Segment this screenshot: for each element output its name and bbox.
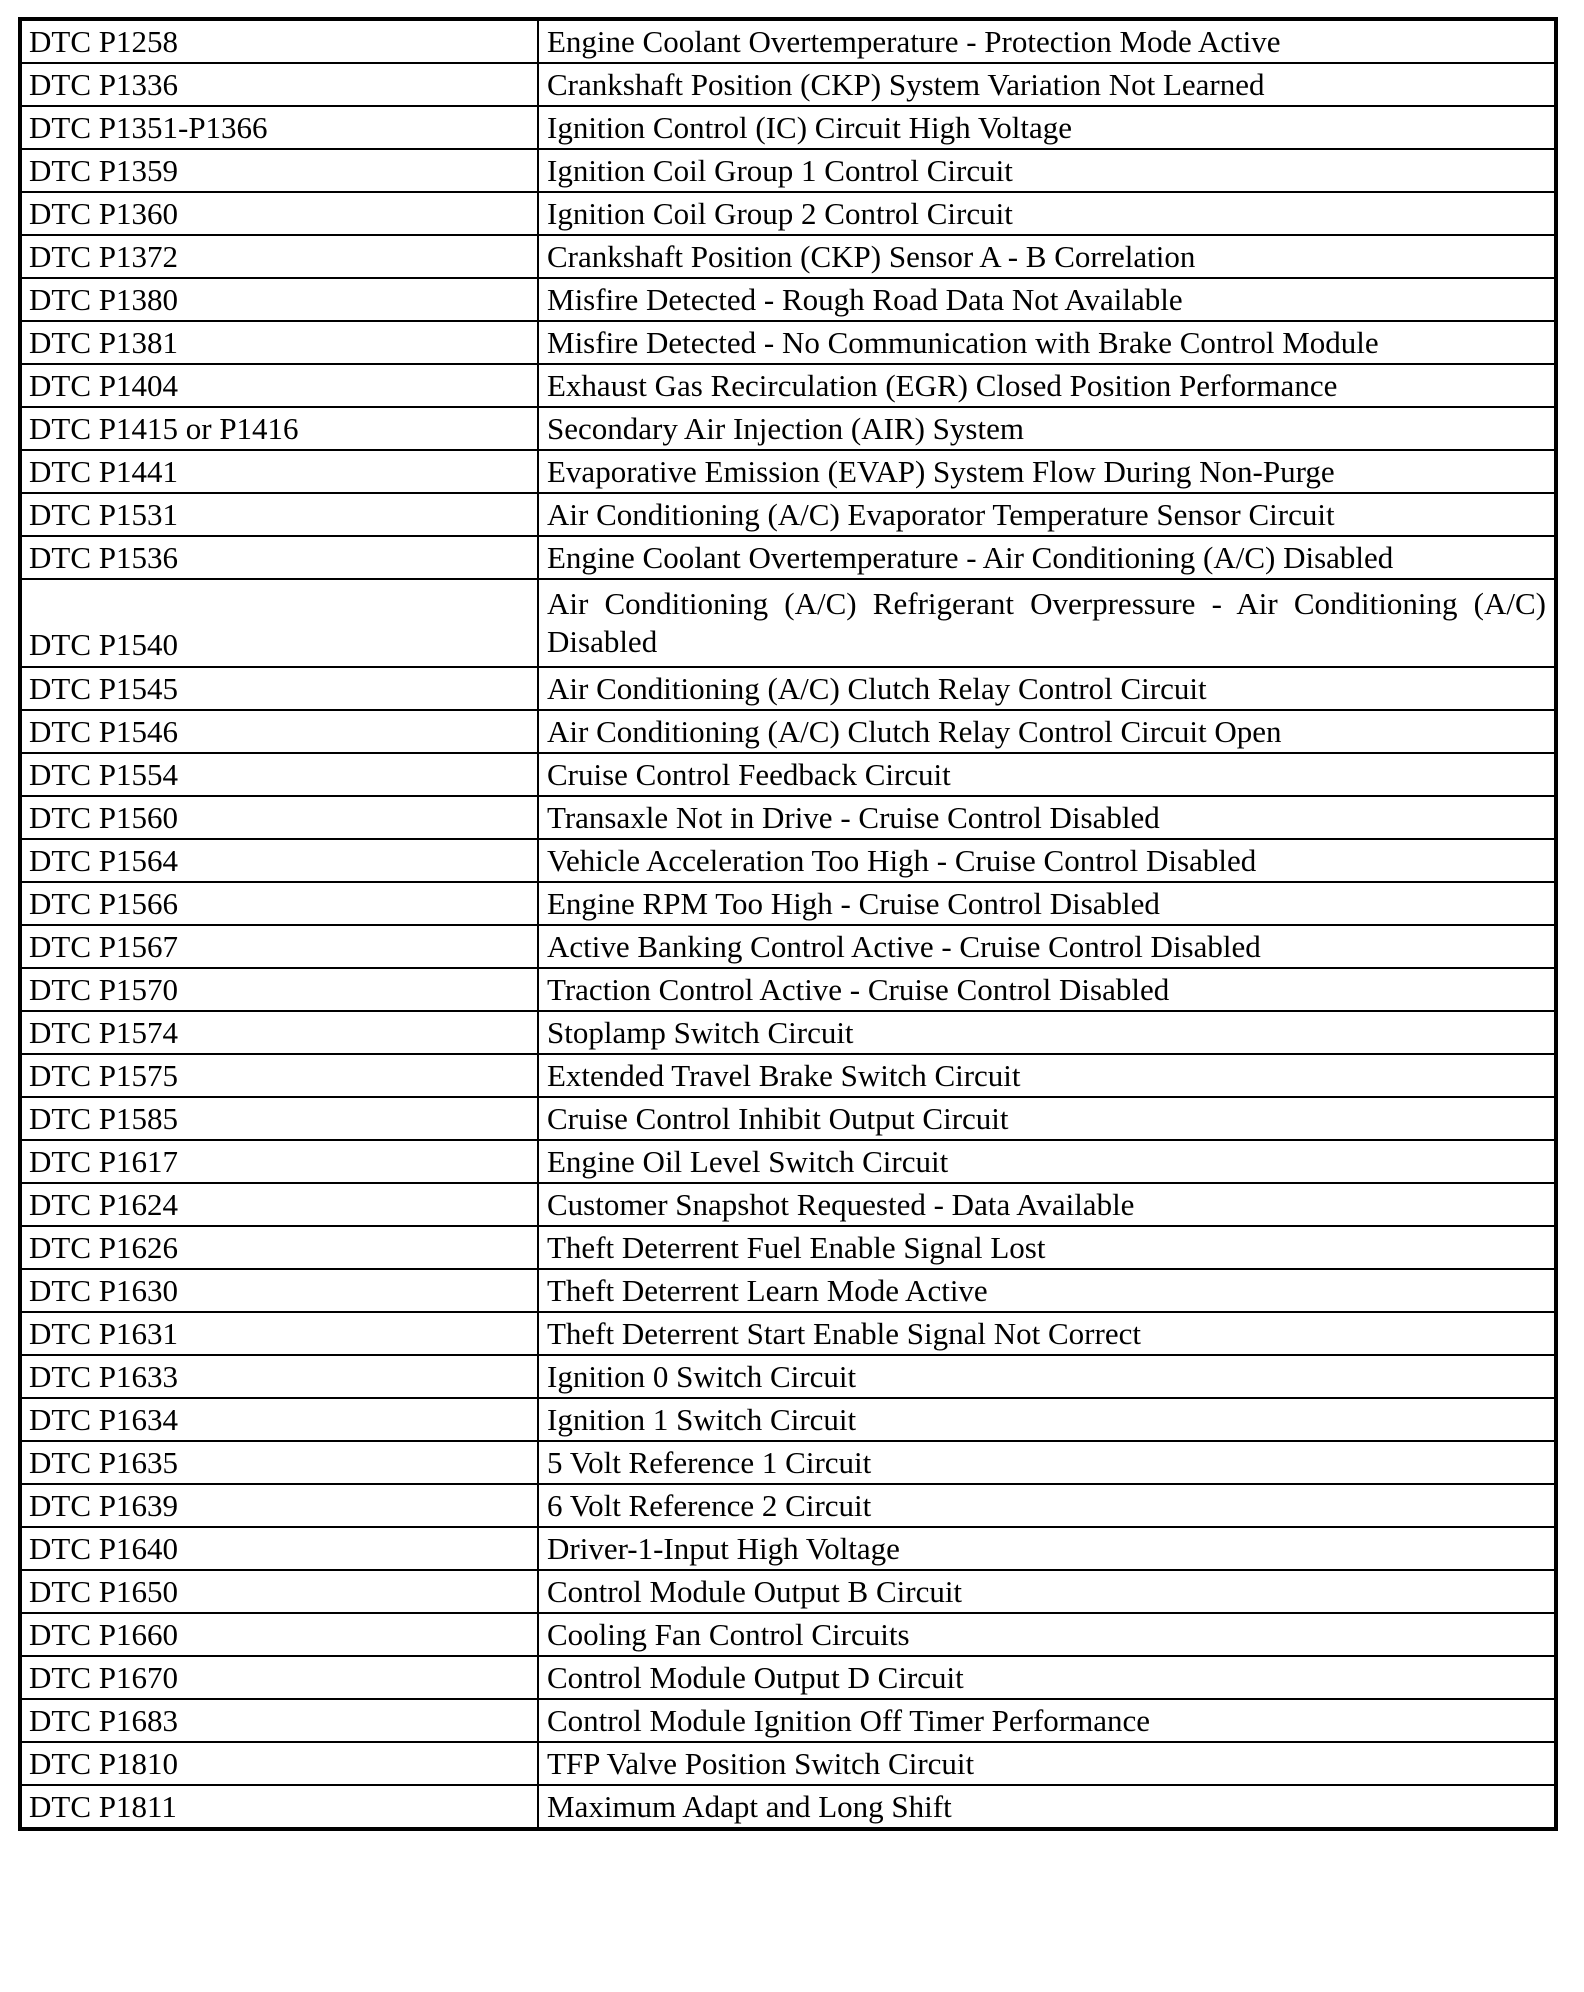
table-row — [20, 1226, 1556, 1269]
table-row — [20, 839, 1556, 882]
dtc-code-cell: DTC P1624 — [20, 1183, 538, 1226]
dtc-code-cell: DTC P1566 — [20, 882, 538, 925]
table-row — [20, 235, 1556, 278]
dtc-description-cell: Misfire Detected - No Communication with Brake Control Module — [538, 321, 1556, 364]
dtc-code-cell: DTC P1660 — [20, 1613, 538, 1656]
dtc-code-cell: DTC P1670 — [20, 1656, 538, 1699]
dtc-code-cell: DTC P1574 — [20, 1011, 538, 1054]
table-row — [20, 1699, 1556, 1742]
dtc-description-cell: Driver-1-Input High Voltage — [538, 1527, 1556, 1570]
dtc-code-cell: DTC P1380 — [20, 278, 538, 321]
dtc-description-cell: 5 Volt Reference 1 Circuit — [538, 1441, 1556, 1484]
dtc-table — [18, 17, 1558, 1831]
dtc-code-cell: DTC P1560 — [20, 796, 538, 839]
table-row — [20, 1398, 1556, 1441]
dtc-description-cell: 6 Volt Reference 2 Circuit — [538, 1484, 1556, 1527]
dtc-table-body — [20, 19, 1556, 1829]
dtc-description-cell: Ignition 0 Switch Circuit — [538, 1355, 1556, 1398]
dtc-description-cell: Theft Deterrent Learn Mode Active — [538, 1269, 1556, 1312]
dtc-code-cell: DTC P1634 — [20, 1398, 538, 1441]
table-row — [20, 968, 1556, 1011]
dtc-code-cell: DTC P1631 — [20, 1312, 538, 1355]
table-row — [20, 106, 1556, 149]
dtc-code-cell: DTC P1810 — [20, 1742, 538, 1785]
table-row — [20, 579, 1556, 667]
table-row — [20, 1312, 1556, 1355]
dtc-description-cell: Cruise Control Feedback Circuit — [538, 753, 1556, 796]
table-row — [20, 278, 1556, 321]
dtc-code-cell: DTC P1546 — [20, 710, 538, 753]
dtc-description-cell: Ignition Control (IC) Circuit High Voltage — [538, 106, 1556, 149]
dtc-description-cell: Extended Travel Brake Switch Circuit — [538, 1054, 1556, 1097]
dtc-description-cell: Control Module Output B Circuit — [538, 1570, 1556, 1613]
table-row — [20, 925, 1556, 968]
table-row — [20, 63, 1556, 106]
dtc-code-cell: DTC P1575 — [20, 1054, 538, 1097]
dtc-code-cell: DTC P1359 — [20, 149, 538, 192]
dtc-code-cell: DTC P1441 — [20, 450, 538, 493]
table-row — [20, 1527, 1556, 1570]
dtc-code-cell: DTC P1554 — [20, 753, 538, 796]
dtc-code-cell: DTC P1545 — [20, 667, 538, 710]
dtc-description-cell: Control Module Ignition Off Timer Performance — [538, 1699, 1556, 1742]
dtc-description-cell: Crankshaft Position (CKP) System Variation Not Learned — [538, 63, 1556, 106]
dtc-description-cell: Maximum Adapt and Long Shift — [538, 1785, 1556, 1829]
table-row — [20, 1742, 1556, 1785]
table-row — [20, 1656, 1556, 1699]
dtc-description-cell: Ignition 1 Switch Circuit — [538, 1398, 1556, 1441]
dtc-code-cell: DTC P1360 — [20, 192, 538, 235]
dtc-code-cell: DTC P1415 or P1416 — [20, 407, 538, 450]
dtc-code-cell: DTC P1811 — [20, 1785, 538, 1829]
dtc-description-cell: Air Conditioning (A/C) Clutch Relay Control Circuit Open — [538, 710, 1556, 753]
table-row — [20, 1570, 1556, 1613]
dtc-description-cell: Air Conditioning (A/C) Evaporator Temperature Sensor Circuit — [538, 493, 1556, 536]
table-row — [20, 364, 1556, 407]
dtc-description-cell: TFP Valve Position Switch Circuit — [538, 1742, 1556, 1785]
dtc-code-cell: DTC P1567 — [20, 925, 538, 968]
dtc-code-cell: DTC P1650 — [20, 1570, 538, 1613]
dtc-code-cell: DTC P1639 — [20, 1484, 538, 1527]
table-row — [20, 450, 1556, 493]
dtc-description-cell: Transaxle Not in Drive - Cruise Control Disabled — [538, 796, 1556, 839]
dtc-code-cell: DTC P1640 — [20, 1527, 538, 1570]
dtc-code-cell: DTC P1570 — [20, 968, 538, 1011]
table-row — [20, 536, 1556, 579]
table-row — [20, 753, 1556, 796]
table-row — [20, 321, 1556, 364]
dtc-description-cell: Air Conditioning (A/C) Clutch Relay Control Circuit — [538, 667, 1556, 710]
dtc-description-cell: Traction Control Active - Cruise Control Disabled — [538, 968, 1556, 1011]
table-row — [20, 1613, 1556, 1656]
table-row — [20, 882, 1556, 925]
dtc-description-cell: Misfire Detected - Rough Road Data Not Available — [538, 278, 1556, 321]
dtc-description-cell: Crankshaft Position (CKP) Sensor A - B Correlation — [538, 235, 1556, 278]
dtc-code-cell: DTC P1633 — [20, 1355, 538, 1398]
table-row — [20, 1441, 1556, 1484]
table-row — [20, 192, 1556, 235]
dtc-code-cell: DTC P1683 — [20, 1699, 538, 1742]
table-row — [20, 710, 1556, 753]
dtc-code-cell: DTC P1351-P1366 — [20, 106, 538, 149]
table-row — [20, 19, 1556, 63]
dtc-description-cell: Active Banking Control Active - Cruise Control Disabled — [538, 925, 1556, 968]
table-row — [20, 1269, 1556, 1312]
dtc-code-cell: DTC P1258 — [20, 19, 538, 63]
dtc-description-cell: Engine Coolant Overtemperature - Protection Mode Active — [538, 19, 1556, 63]
dtc-code-cell: DTC P1540 — [20, 579, 538, 667]
dtc-code-cell: DTC P1381 — [20, 321, 538, 364]
table-row — [20, 1011, 1556, 1054]
dtc-description-cell: Engine Coolant Overtemperature - Air Conditioning (A/C) Disabled — [538, 536, 1556, 579]
table-row — [20, 1183, 1556, 1226]
dtc-description-cell: Vehicle Acceleration Too High - Cruise Control Disabled — [538, 839, 1556, 882]
dtc-description-cell: Cooling Fan Control Circuits — [538, 1613, 1556, 1656]
table-row — [20, 1097, 1556, 1140]
table-row — [20, 1140, 1556, 1183]
dtc-code-cell: DTC P1564 — [20, 839, 538, 882]
dtc-description-cell: Secondary Air Injection (AIR) System — [538, 407, 1556, 450]
dtc-code-cell: DTC P1635 — [20, 1441, 538, 1484]
dtc-description-cell: Engine RPM Too High - Cruise Control Disabled — [538, 882, 1556, 925]
table-row — [20, 407, 1556, 450]
table-row — [20, 1054, 1556, 1097]
dtc-description-cell: Cruise Control Inhibit Output Circuit — [538, 1097, 1556, 1140]
table-row — [20, 1355, 1556, 1398]
dtc-description-cell: Ignition Coil Group 2 Control Circuit — [538, 192, 1556, 235]
dtc-code-cell: DTC P1536 — [20, 536, 538, 579]
dtc-description-cell: Customer Snapshot Requested - Data Available — [538, 1183, 1556, 1226]
table-row — [20, 667, 1556, 710]
dtc-code-cell: DTC P1404 — [20, 364, 538, 407]
dtc-description-cell: Theft Deterrent Start Enable Signal Not Correct — [538, 1312, 1556, 1355]
table-row — [20, 1484, 1556, 1527]
dtc-code-cell: DTC P1617 — [20, 1140, 538, 1183]
dtc-code-cell: DTC P1531 — [20, 493, 538, 536]
dtc-description-cell: Air Conditioning (A/C) Refrigerant Overpressure - Air Conditioning (A/C) Disabled — [538, 579, 1556, 667]
table-row — [20, 149, 1556, 192]
dtc-description-cell: Theft Deterrent Fuel Enable Signal Lost — [538, 1226, 1556, 1269]
dtc-description-cell: Control Module Output D Circuit — [538, 1656, 1556, 1699]
dtc-description-cell: Evaporative Emission (EVAP) System Flow During Non-Purge — [538, 450, 1556, 493]
dtc-code-cell: DTC P1626 — [20, 1226, 538, 1269]
dtc-description-cell: Engine Oil Level Switch Circuit — [538, 1140, 1556, 1183]
dtc-description-cell: Ignition Coil Group 1 Control Circuit — [538, 149, 1556, 192]
dtc-description-cell: Exhaust Gas Recirculation (EGR) Closed Position Performance — [538, 364, 1556, 407]
dtc-code-cell: DTC P1585 — [20, 1097, 538, 1140]
dtc-description-cell: Stoplamp Switch Circuit — [538, 1011, 1556, 1054]
dtc-code-cell: DTC P1336 — [20, 63, 538, 106]
table-row — [20, 1785, 1556, 1829]
dtc-code-cell: DTC P1630 — [20, 1269, 538, 1312]
dtc-code-cell: DTC P1372 — [20, 235, 538, 278]
table-row — [20, 796, 1556, 839]
table-row — [20, 493, 1556, 536]
